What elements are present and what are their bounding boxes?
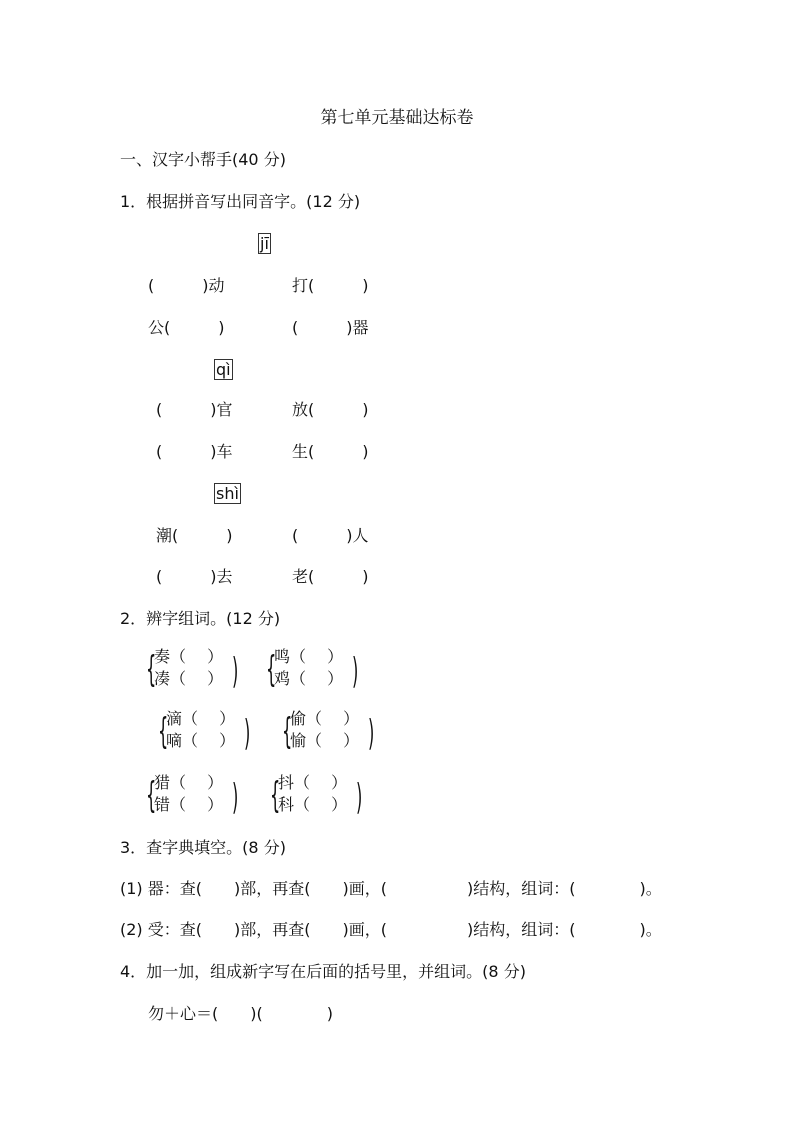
blank-item[interactable]: 放( ) [292,400,369,419]
char-pair-group: { 鸣（ ） 鸡（ ） ) [266,647,359,692]
word-blank[interactable]: 鸡（ ） [274,669,344,688]
word-blank[interactable]: 嘀（ ） [166,731,236,750]
word-blank[interactable]: 科（ ） [278,795,348,814]
blank-item[interactable]: ( )车 [156,442,233,461]
blank-item[interactable]: 公( ) [148,318,225,337]
char-pair-group: { 抖（ ） 科（ ） ) [270,773,363,818]
dictionary-item[interactable]: (1) 器：查( )部，再查( )画，( )结构，组词：( )。 [120,879,662,898]
word-blank[interactable]: 愉（ ） [290,731,360,750]
word-blank[interactable]: 错（ ） [154,795,224,814]
question-3-heading: 3．查字典填空。(8 分) [120,838,286,857]
question-4-heading: 4．加一加，组成新字写在后面的括号里，并组词。(8 分) [120,962,526,981]
question-2-heading: 2．辨字组词。(12 分) [120,609,281,628]
char-pair-group: { 奏（ ） 凑（ ） ) [146,647,239,692]
page-title: 第七单元基础达标卷 [320,108,474,128]
word-blank[interactable]: 偷（ ） [290,709,360,728]
blank-item[interactable]: ( )动 [148,276,225,295]
blank-item[interactable]: 老( ) [292,567,369,586]
word-blank[interactable]: 奏（ ） [154,647,224,666]
pinyin-box: shì [216,484,239,503]
word-blank[interactable]: 滴（ ） [166,709,236,728]
compose-item[interactable]: 勿＋心＝( )( ) [148,1004,333,1023]
word-blank[interactable]: 抖（ ） [278,773,348,792]
blank-item[interactable]: 生( ) [292,442,369,461]
blank-item[interactable]: ( )人 [292,526,369,545]
char-pair-group: { 滴（ ） 嘀（ ） ) [158,709,251,754]
char-pair-group: { 猎（ ） 错（ ） ) [146,773,239,818]
blank-item[interactable]: ( )器 [292,318,369,337]
word-blank[interactable]: 鸣（ ） [274,647,344,666]
word-blank[interactable]: 凑（ ） [154,669,224,688]
blank-item[interactable]: 打( ) [292,276,369,295]
section-heading: 一、汉字小帮手(40 分) [120,150,286,169]
blank-item[interactable]: ( )官 [156,400,233,419]
blank-item[interactable]: ( )去 [156,567,233,586]
char-pair-group: { 偷（ ） 愉（ ） ) [282,709,375,754]
pinyin-box: qì [216,360,231,379]
pinyin-box: jī [260,234,269,253]
blank-item[interactable]: 潮( ) [156,526,233,545]
dictionary-item[interactable]: (2) 受：查( )部，再查( )画，( )结构，组词：( )。 [120,920,662,939]
word-blank[interactable]: 猎（ ） [154,773,224,792]
question-1-heading: 1．根据拼音写出同音字。(12 分) [120,192,361,211]
